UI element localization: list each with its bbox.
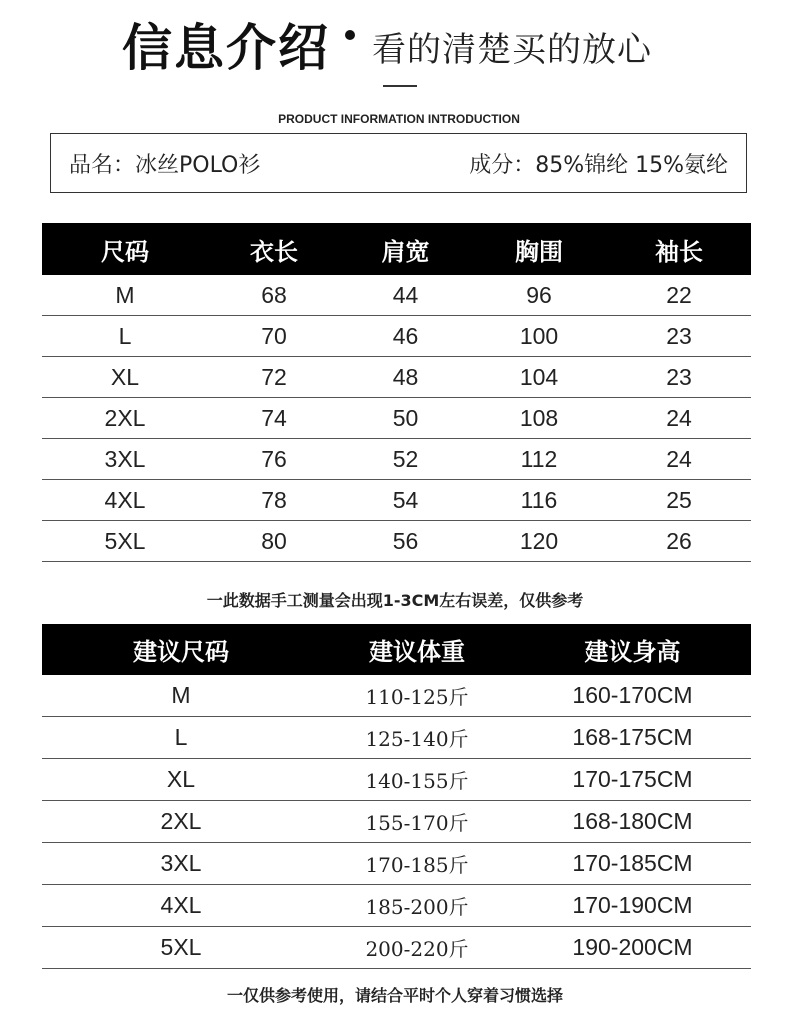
sleeve-cell: 22 [607,275,751,316]
table-row [42,439,751,480]
rec-weight-cell: 200-220斤 [320,927,514,969]
product-composition: 成分：85%锦纶 15%氨纶 [469,153,728,178]
page-subtitle: 看的清楚买的放心 [372,30,652,70]
rec-size-cell: 4XL [42,885,320,927]
rec-weight-cell: 140-155斤 [320,759,514,801]
rec-size-cell: 2XL [42,801,320,843]
page-header [0,0,790,100]
length-cell: 74 [208,398,340,439]
length-cell: 78 [208,480,340,521]
size-cell: 3XL [42,439,208,480]
table-row [42,480,751,521]
chest-cell: 116 [471,480,607,521]
table-row [42,357,751,398]
size-header-sleeve: 袖长 [607,223,751,275]
chest-cell: 100 [471,316,607,357]
recommendation-header-row [42,624,751,675]
rec-height-cell: 160-170CM [514,675,751,717]
rec-weight-cell: 185-200斤 [320,885,514,927]
table-row [42,885,751,927]
rec-height-cell: 168-180CM [514,801,751,843]
shoulder-cell: 52 [340,439,471,480]
size-header-shoulder: 肩宽 [340,223,471,275]
size-cell: 4XL [42,480,208,521]
rec-header-weight: 建议体重 [320,624,514,675]
length-cell: 76 [208,439,340,480]
sleeve-cell: 24 [607,439,751,480]
rec-weight-cell: 125-140斤 [320,717,514,759]
rec-height-cell: 170-190CM [514,885,751,927]
size-cell: XL [42,357,208,398]
shoulder-cell: 44 [340,275,471,316]
chest-cell: 120 [471,521,607,562]
rec-size-cell: M [42,675,320,717]
table-row [42,759,751,801]
length-cell: 70 [208,316,340,357]
length-cell: 72 [208,357,340,398]
table-row [42,801,751,843]
length-cell: 68 [208,275,340,316]
measurement-note: 一此数据手工测量会出现1-3CM左右误差，仅供参考 [206,591,584,610]
size-chart-header-row [42,223,751,275]
rec-height-cell: 190-200CM [514,927,751,969]
page-title: 信息介绍 [122,19,330,77]
table-row [42,675,751,717]
product-info-box [50,133,747,193]
rec-height-cell: 170-185CM [514,843,751,885]
table-row [42,843,751,885]
title-dot-separator [345,30,355,40]
rec-weight-cell: 170-185斤 [320,843,514,885]
english-subtitle: PRODUCT INFORMATION INTRODUCTION [278,112,520,126]
shoulder-cell: 46 [340,316,471,357]
product-name: 品名：冰丝POLO衫 [69,153,261,178]
size-cell: 2XL [42,398,208,439]
table-row [42,521,751,562]
size-chart-table [42,223,751,562]
table-row [42,275,751,316]
rec-size-cell: XL [42,759,320,801]
length-cell: 80 [208,521,340,562]
title-divider [383,85,417,87]
rec-header-height: 建议身高 [514,624,751,675]
chest-cell: 108 [471,398,607,439]
size-header-length: 衣长 [208,223,340,275]
chest-cell: 96 [471,275,607,316]
rec-header-size: 建议尺码 [42,624,320,675]
rec-size-cell: L [42,717,320,759]
sleeve-cell: 25 [607,480,751,521]
shoulder-cell: 56 [340,521,471,562]
table-row [42,398,751,439]
table-row [42,717,751,759]
sleeve-cell: 23 [607,316,751,357]
size-cell: 5XL [42,521,208,562]
recommendation-table [42,624,751,969]
sleeve-cell: 23 [607,357,751,398]
sleeve-cell: 26 [607,521,751,562]
chest-cell: 104 [471,357,607,398]
table-row [42,927,751,969]
chest-cell: 112 [471,439,607,480]
shoulder-cell: 48 [340,357,471,398]
shoulder-cell: 54 [340,480,471,521]
size-cell: L [42,316,208,357]
table-row [42,316,751,357]
rec-weight-cell: 110-125斤 [320,675,514,717]
size-header-size: 尺码 [42,223,208,275]
size-header-chest: 胸围 [471,223,607,275]
rec-height-cell: 168-175CM [514,717,751,759]
sleeve-cell: 24 [607,398,751,439]
usage-note: 一仅供参考使用，请结合平时个人穿着习惯选择 [226,986,563,1005]
rec-height-cell: 170-175CM [514,759,751,801]
rec-size-cell: 5XL [42,927,320,969]
shoulder-cell: 50 [340,398,471,439]
rec-weight-cell: 155-170斤 [320,801,514,843]
rec-size-cell: 3XL [42,843,320,885]
size-cell: M [42,275,208,316]
